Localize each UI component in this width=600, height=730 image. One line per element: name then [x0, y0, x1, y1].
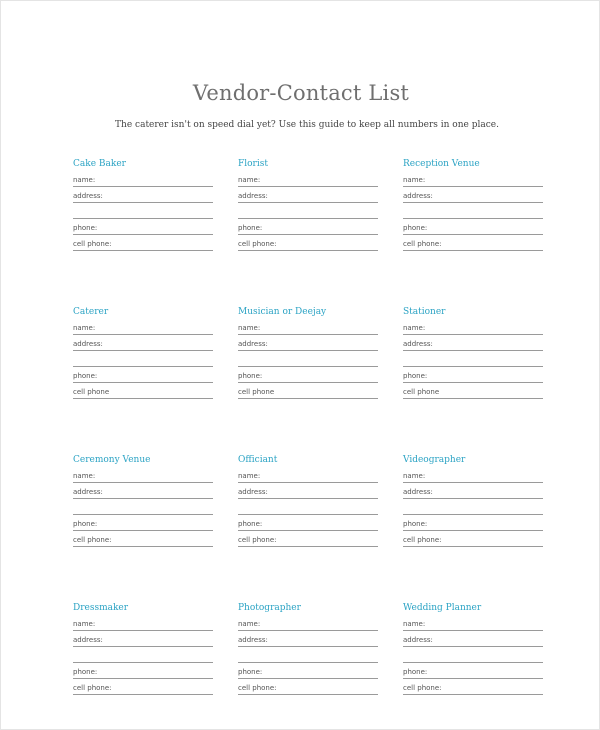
address-field[interactable]: address: — [73, 191, 213, 203]
phone-field[interactable]: phone: — [238, 519, 378, 531]
vendor-title: Cake Baker — [73, 159, 126, 169]
address-field[interactable]: address: — [403, 635, 543, 647]
address-field[interactable]: address: — [73, 635, 213, 647]
name-field[interactable]: name: — [73, 175, 213, 187]
address-field[interactable]: address: — [238, 487, 378, 499]
name-field[interactable]: name: — [403, 471, 543, 483]
phone-field[interactable]: phone: — [73, 667, 213, 679]
name-field[interactable]: name: — [73, 619, 213, 631]
cell-phone-field[interactable]: cell phone — [73, 387, 213, 399]
address-field[interactable]: address: — [238, 635, 378, 647]
name-field[interactable]: name: — [238, 175, 378, 187]
name-field[interactable]: name: — [403, 175, 543, 187]
address-field[interactable]: address: — [403, 339, 543, 351]
phone-field[interactable]: phone: — [73, 371, 213, 383]
cell-phone-field[interactable]: cell phone: — [238, 239, 378, 251]
address-field[interactable]: address: — [403, 191, 543, 203]
address-line-2[interactable] — [238, 207, 378, 219]
cell-phone-field[interactable]: cell phone: — [403, 683, 543, 695]
vendor-card-officiant — [238, 454, 378, 551]
address-line-2[interactable] — [73, 651, 213, 663]
cell-phone-field[interactable]: cell phone: — [73, 683, 213, 695]
address-line-2[interactable] — [403, 651, 543, 663]
vendor-card-stationer — [403, 306, 543, 403]
cell-phone-field[interactable]: cell phone: — [73, 535, 213, 547]
vendor-title: Caterer — [73, 307, 109, 317]
name-field[interactable]: name: — [73, 323, 213, 335]
address-field[interactable]: address: — [73, 487, 213, 499]
cell-phone-field[interactable]: cell phone: — [403, 535, 543, 547]
address-line-2[interactable] — [403, 207, 543, 219]
vendor-title: Reception Venue — [403, 159, 480, 169]
cell-phone-field[interactable]: cell phone — [238, 387, 378, 399]
address-field[interactable]: address: — [403, 487, 543, 499]
vendor-title: Florist — [238, 159, 268, 169]
phone-field[interactable]: phone: — [403, 667, 543, 679]
name-field[interactable]: name: — [238, 619, 378, 631]
cell-phone-field[interactable]: cell phone — [403, 387, 543, 399]
page-title: Vendor-Contact List — [192, 81, 410, 105]
address-line-2[interactable] — [73, 355, 213, 367]
cell-phone-field[interactable]: cell phone: — [238, 535, 378, 547]
cell-phone-field[interactable]: cell phone: — [238, 683, 378, 695]
address-line-2[interactable] — [238, 355, 378, 367]
name-field[interactable]: name: — [403, 323, 543, 335]
phone-field[interactable]: phone: — [73, 223, 213, 235]
vendor-card-ceremony-venue — [73, 454, 213, 551]
vendor-title: Wedding Planner — [403, 603, 482, 613]
address-line-2[interactable] — [403, 355, 543, 367]
address-line-2[interactable] — [238, 503, 378, 515]
phone-field[interactable]: phone: — [73, 519, 213, 531]
address-field[interactable]: address: — [238, 191, 378, 203]
page-subtitle: The caterer isn't on speed dial yet? Use this guide to keep all numbers in one place. — [115, 120, 499, 130]
name-field[interactable]: name: — [403, 619, 543, 631]
vendor-card-dressmaker — [73, 602, 213, 699]
vendor-card-wedding-planner — [403, 602, 543, 699]
vendor-card-florist — [238, 158, 378, 255]
vendor-title: Dressmaker — [73, 603, 129, 613]
address-line-2[interactable] — [403, 503, 543, 515]
address-line-2[interactable] — [238, 651, 378, 663]
vendor-card-caterer — [73, 306, 213, 403]
vendor-card-musician-or-deejay — [238, 306, 378, 403]
vendor-card-cake-baker — [73, 158, 213, 255]
vendor-title: Stationer — [403, 307, 446, 317]
phone-field[interactable]: phone: — [403, 519, 543, 531]
vendor-title: Videographer — [403, 455, 466, 465]
vendor-title: Musician or Deejay — [238, 307, 327, 317]
vendor-card-reception-venue — [403, 158, 543, 255]
name-field[interactable]: name: — [238, 323, 378, 335]
vendor-title: Photographer — [238, 603, 301, 613]
vendor-card-videographer — [403, 454, 543, 551]
vendor-title: Ceremony Venue — [73, 455, 151, 465]
phone-field[interactable]: phone: — [238, 371, 378, 383]
phone-field[interactable]: phone: — [403, 371, 543, 383]
address-field[interactable]: address: — [238, 339, 378, 351]
vendor-title: Officiant — [238, 455, 278, 465]
name-field[interactable]: name: — [238, 471, 378, 483]
vendor-grid — [73, 158, 543, 699]
cell-phone-field[interactable]: cell phone: — [403, 239, 543, 251]
name-field[interactable]: name: — [73, 471, 213, 483]
cell-phone-field[interactable]: cell phone: — [73, 239, 213, 251]
vendor-card-photographer — [238, 602, 378, 699]
phone-field[interactable]: phone: — [238, 667, 378, 679]
phone-field[interactable]: phone: — [403, 223, 543, 235]
address-line-2[interactable] — [73, 207, 213, 219]
address-field[interactable]: address: — [73, 339, 213, 351]
phone-field[interactable]: phone: — [238, 223, 378, 235]
address-line-2[interactable] — [73, 503, 213, 515]
